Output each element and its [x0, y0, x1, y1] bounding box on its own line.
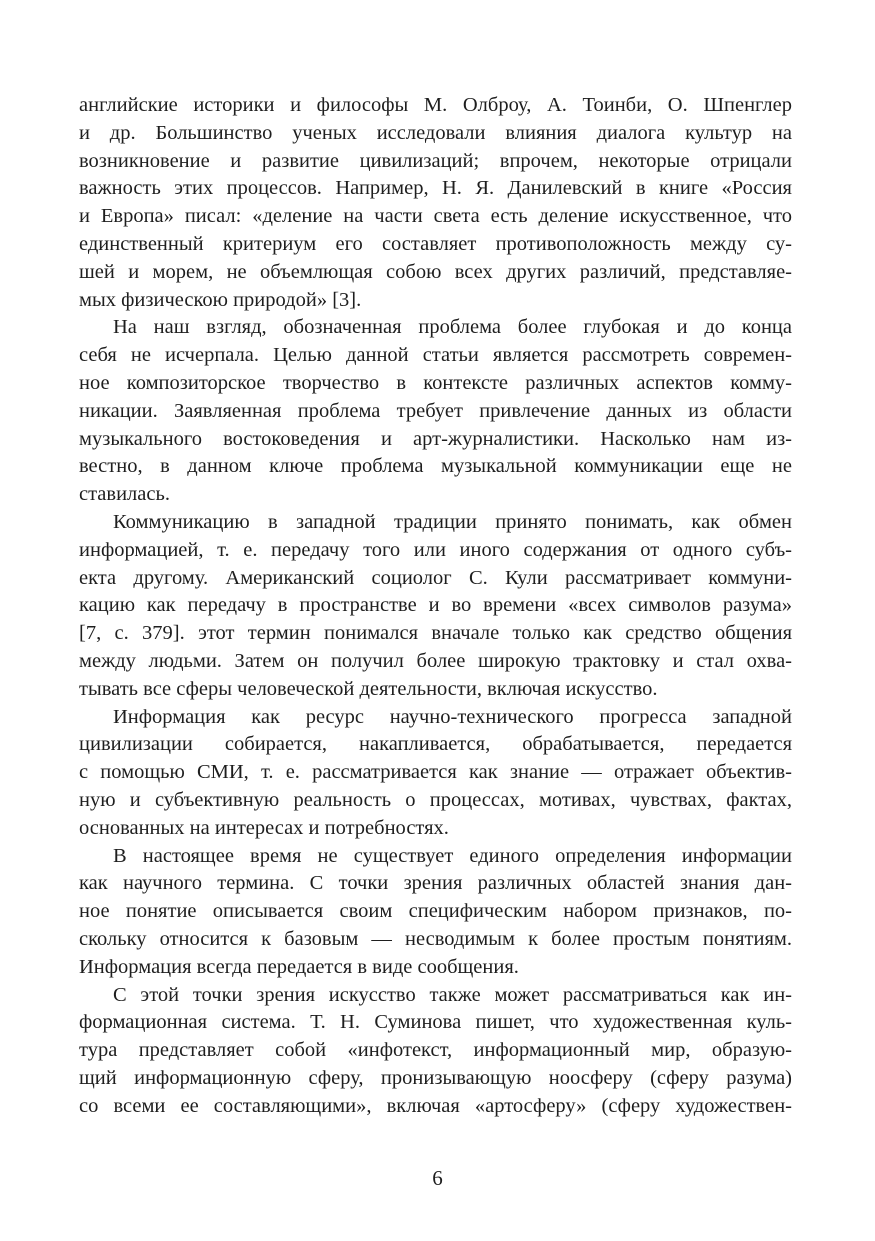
text-line: себя не исчерпала. Целью данной статьи является рассмотреть современ- [79, 344, 792, 367]
text-line: информацией, т. е. передачу того или иного содержания от одного субъ- [79, 538, 792, 561]
text-line: вестно, в данном ключе проблема музыкальной коммуникации еще не [79, 455, 792, 478]
text-line: тывать все сферы человеческой деятельности, включая искусство. [79, 677, 658, 700]
text-line: [7, с. 379]. этот термин понимался вначале только как средство общения [79, 622, 792, 645]
text-line: екта другому. Американский социолог С. Кули рассматривает коммуни- [79, 566, 792, 589]
text-line: щий информационную сферу, пронизывающую ноосферу (сферу разума) [79, 1066, 792, 1089]
paragraph-3 [79, 509, 792, 704]
text-line: цивилизации собирается, накапливается, обрабатывается, передается [79, 733, 792, 756]
text-line: Коммуникацию в западной традиции принято понимать, как обмен [113, 510, 792, 533]
text-line: ставилась. [79, 483, 170, 506]
text-line: важность этих процессов. Например, Н. Я. Данилевский в книге «Россия [79, 177, 792, 200]
text-line: шей и морем, не объемлющая собою всех других различий, представляе- [79, 260, 792, 283]
text-line: формационная система. Т. Н. Суминова пишет, что художественная куль- [79, 1011, 792, 1034]
paragraph-2 [79, 314, 792, 509]
text-line: с помощью СМИ, т. е. рассматривается как знание — отражает объектив- [79, 761, 792, 784]
text-line: ное понятие описывается своим специфическим набором признаков, по- [79, 900, 792, 923]
text-line: единственный критериум его составляет противоположность между су- [79, 232, 792, 255]
text-line: и Европа» писал: «деление на части света есть деление искусственное, что [79, 205, 792, 228]
text-line: возникновение и развитие цивилизаций; впрочем, некоторые отрицали [79, 149, 792, 172]
text-line: английские историки и философы М. Олброу, А. Тоинби, О. Шпенглер [79, 94, 792, 116]
text-line: музыкального востоковедения и арт-журналистики. Насколько нам из- [79, 427, 792, 450]
paragraph-6 [79, 982, 792, 1121]
text-line: ную и субъективную реальность о процессах, мотивах, чувствах, фактах, [79, 788, 792, 811]
text-line: Информация как ресурс научно-технического прогресса западной [113, 705, 792, 728]
text-line: тура представляет собой «инфотекст, информационный мир, образую- [79, 1039, 792, 1062]
text-line: и др. Большинство ученых исследовали влияния диалога культур на [79, 121, 792, 144]
text-line: основанных на интересах и потребностях. [79, 816, 449, 839]
paragraph-1 [79, 92, 792, 314]
text-line: никации. Заявляенная проблема требует привлечение данных из области [79, 399, 792, 422]
text-line: между людьми. Затем он получил более широкую трактовку и стал охва- [79, 649, 792, 672]
text-line: В настоящее время не существует единого определения информации [113, 844, 792, 867]
text-line: кацию как передачу в пространстве и во времени «всех символов разума» [79, 594, 792, 617]
page-number: 6 [432, 1166, 443, 1190]
text-line: мых физическою природой» [3]. [79, 288, 362, 311]
page-body [79, 92, 792, 1120]
text-line: На наш взгляд, обозначенная проблема более глубокая и до конца [113, 316, 792, 339]
text-line: как научного термина. С точки зрения различных областей знания дан- [79, 872, 792, 895]
paragraph-4 [79, 704, 792, 843]
paragraph-5 [79, 843, 792, 982]
text-line: скольку относится к базовым — несводимым к более простым понятиям. [79, 927, 792, 950]
text-line: ное композиторское творчество в контексте различных аспектов комму- [79, 371, 792, 394]
text-line: С этой точки зрения искусство также может рассматриваться как ин- [113, 983, 792, 1006]
text-line: Информация всегда передается в виде сообщения. [79, 955, 519, 978]
text-line: со всеми ее составляющими», включая «артосферу» (сферу художествен- [79, 1094, 792, 1117]
